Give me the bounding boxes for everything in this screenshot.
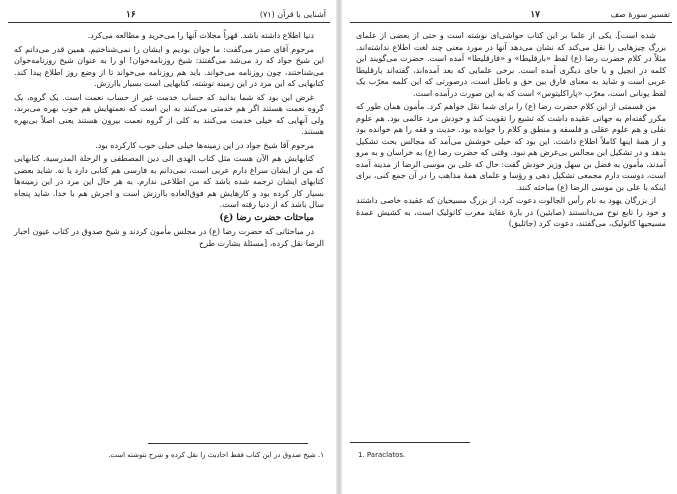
book-gutter [336,0,342,494]
right-page-header [350,8,672,22]
header-rule [8,22,330,23]
left-page-header [8,8,330,22]
paragraph: مرحوم آقای صدر می‌گفت: ما جوان بودیم و ایشان را نمی‌شناختیم. همین قدر می‌دانم که این شیخ جواد که رد می‌شد می‌گفتند: شیخ روزنامه‌خوان! او را به عنوان شیخ روزنامه‌خوان می‌شناختند، چون روزنامه می‌خواند. باید هم روزنامه می‌خواند تا از وضع روز اطلاع پیدا کند. کتابهایی که این مرد در این زمینه نوشته، کتابهایی است بسیار باارزش. [14,44,324,88]
footnote: 1. Paraclatos. [358,451,406,459]
running-title: تفسیر سورهٔ صف [610,10,670,19]
footnote-rule [350,442,470,443]
page-number: ۱۶ [126,10,136,20]
paragraph: شده است]. یکی از علما بر این کتاب حواشی‌ای نوشته است و حتی از بعضی از علمای بزرگ چیزهایی را نقل می‌کند که نشان می‌دهد آنها در مورد معنی چند لغت اطلاع نداشته‌اند. مثلاً در کلام حضرت رضا (ع) لفظ «بارقلیطا» و «فارقلیطا» آمده است. حضرت می‌گویند این کلمه در انجیل و یا جای دیگری آمده است. برخی علمایی که بعد آمده‌اند، گفته‌اند بارقلیطا عربی است و شاید به معنای فارق بین حق و باطل است، درصورتی که این کلمه معرّب یک لفظ یونانی است، معرّب «پاراکلیتوس» است که به این صورت درآمده است. [356,31,666,98]
section-heading: مباحثات حضرت رضا (ع) [219,212,314,223]
right-page [350,0,672,494]
paragraph: من قسمتی از این کلام حضرت رضا (ع) را برای شما نقل خواهم کرد. مأمون همان طور که مکرر گفته‌ام به جهاتی عقیده داشت که تشیع را تقویت کند و خودش مرد عالمی بود. هم علوم نقلی و هم علوم عقلی و فلسفه و منطق و کلام را خوانده بود. حدیث و فقه را هم خوانده بود و از همهٔ اینها کاملاً اطلاع داشت. این بود که خیلی خوشش می‌آمد که مجالس بحث تشکیل بدهد و در تشکیل این مجالس بی‌غرض هم نبود. وقتی که حضرت رضا (ع) به خراسان و به مرو آمدند، مأمون به فضل بن سهل وزیر خودش گفت: حال که علی بن موسی الرضا از مدینه آمده است، دوست دارم مجمعی تشکیل دهی و رؤسا و علمای همهٔ مذاهب را در آن جمع کنی، برای اینکه با علی بن موسی الرضا (ع) مباحثه کنند. [356,102,666,192]
paragraph: مرحوم آقا شیخ جواد در این زمینه‌ها خیلی خیلی خوب کارکرده بود. [95,140,314,150]
left-page [8,0,330,494]
paragraph: دنیا اطلاع داشته باشد. قهراً مجلات آنها را می‌خرید و مطالعه می‌کرد. [87,31,314,40]
footnote-rule [148,443,308,444]
paragraph: در مباحثاتی که حضرت رضا (ع) در مجلس مأمون کردند و شیخ صدوق در کتاب عیون اخبار الرضا نقل کرده، [مسئلهٔ بشارت طرح [14,227,324,248]
footnote: ۱. شیخ صدوق در این کتاب فقط احادیث را نقل کرده و شرح ننوشته است. [108,451,324,459]
left-page-body [14,30,324,251]
header-rule [350,22,672,23]
paragraph: کتابهایش هم الآن هست مثل کتاب الهدی الی دین المصطفی و الرحلة المدرسیة. کتابهایی که من از ایشان سراغ دارم عربی است، نمی‌دانم به فارسی هم کتابی دارد یا نه. شاید بعضی کتابهای ایشان ترجمه شده باشد که من اطلاعی ندارم. به هر حال این مرد در این زمینه‌ها بسیار کار کرده بود و کارهایش هم فوق‌العاده باارزش است و اجرش هم با خدا. شاید پنجاه سال باشد که از دنیا رفته است. [14,154,324,209]
page-number: ۱۷ [530,10,540,20]
paragraph: غرض این بود که شما بدانید که حساب خدمت غیر از حساب نعمت است. یک گروه، یک گروه نعمت هستند اگر هم خدمتی می‌کنند به این است که نعمتهایش هم خوب بهره می‌برند، ولی آنهایی که خیلی خدمت می‌کنند به کلی از گروه نعمت بیرون هستند یعنی اصلاً بی‌بهره هستند. [14,92,324,136]
running-title: آشنایی با قرآن (۷۱) [259,10,326,19]
right-page-body [356,30,666,232]
paragraph: از بزرگان یهود به نام رأس الجالوت دعوت کرد، از بزرگ مسیحیان که عقیده خاصی داشتند و خود را تابع نوح می‌دانستند (صابئین) در بارهٔ عقاید مغرب کاتولیک است، به کشیش عمدهٔ مسیحیها کاتولیک، می‌گفتند، دعوت کرد (جاثلیق) [356,196,666,228]
